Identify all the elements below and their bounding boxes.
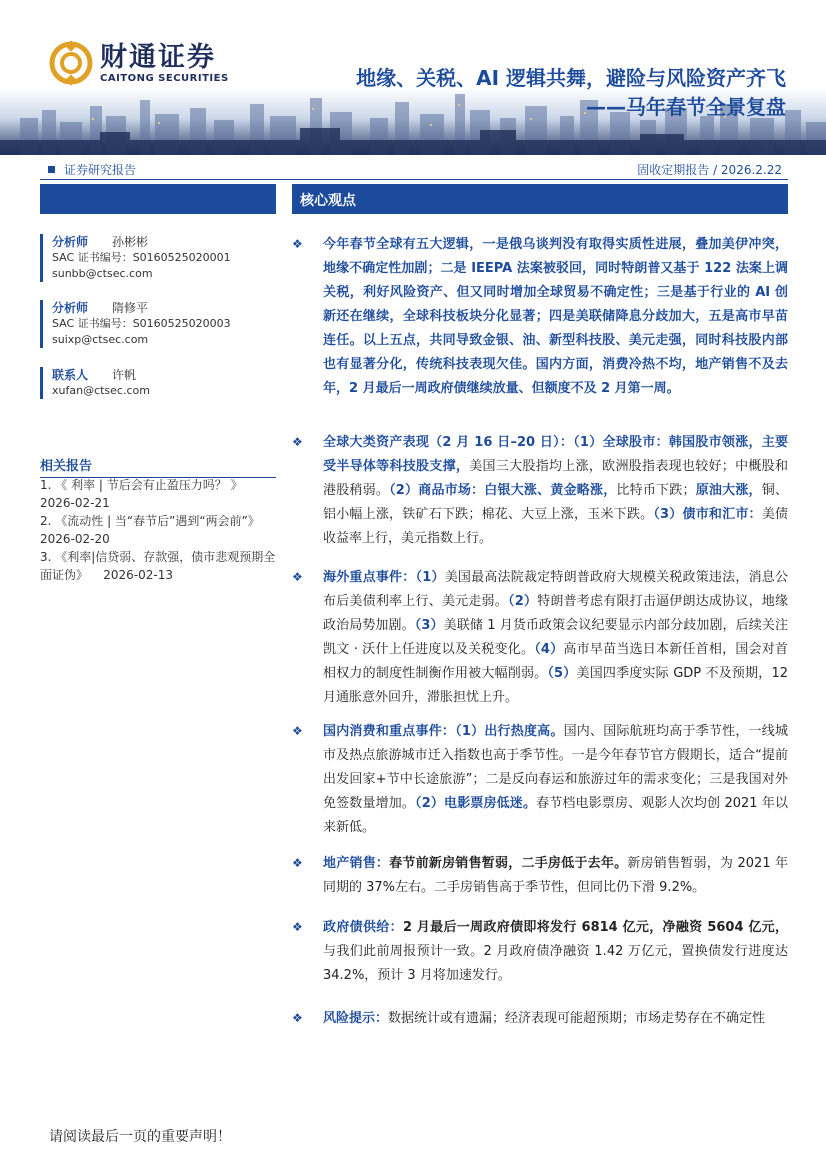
diamond-bullet-icon: ❖ xyxy=(292,435,303,449)
brand-name-cn: 财通证券 xyxy=(100,41,216,73)
item-text: 铜、铝小幅上涨，铁矿石下跌；棉花、大豆上涨，玉米下跌。 xyxy=(323,483,788,522)
item-text: 与我们此前周报预计一致。2 月政府债净融资 1.42 万亿元，置换债发行进度达 34.2%，预计 3 月将加速发行。 xyxy=(323,944,788,983)
analyst-name: 孙彬彬 xyxy=(112,235,149,249)
core-point-domestic-consumption xyxy=(292,720,788,840)
item-text: 美联储 1 月货币政策会议纪要显示内部分歧加剧，后续关注凯文 · 沃什上任进度以及关税变化。 xyxy=(323,618,788,657)
core-point-government-bonds xyxy=(292,916,788,988)
item-text: 比特币下跌； xyxy=(616,483,696,498)
item-number: （1） xyxy=(455,724,485,739)
square-bullet-icon xyxy=(48,166,55,173)
caitong-logo-icon xyxy=(48,40,94,86)
related-report-item[interactable] xyxy=(40,548,276,584)
report-title: 地缘、关税、AI 逻辑共舞，避险与风险资产齐飞 xyxy=(356,66,786,90)
item-bold: 2 月最后一周政府债即将发行 6814 亿元，净融资 5604 亿元， xyxy=(402,920,788,935)
analyst-role: 分析师 xyxy=(52,301,89,315)
diamond-bullet-icon: ❖ xyxy=(292,920,303,934)
contact-card xyxy=(40,367,276,399)
item-bold: 原油大涨， xyxy=(695,483,762,498)
report-type: 证券研究报告 xyxy=(64,163,137,177)
brand-name-en: CAITONG SECURITIES xyxy=(100,72,229,84)
core-point-property-sales xyxy=(292,852,788,900)
report-header xyxy=(0,0,826,155)
summary-text: 今年春节全球有五大逻辑，一是俄乌谈判没有取得实质性进展，叠加美伊冲突，地缘不确定性加剧；二是 IEEPA 法案被驳回，同时特朗普又基于 122 法案上调关税，利好风险资产、但又同时增加全球贸易不确定性；三是基于行业的 AI 创新还在继续，全球科技板块分化显著；四是美联储降息分歧加大，五是高市早苗连任。以上五点，共同导致金银、油、新型科技股、美元走强，同时科技股内部也有显著分化，传统科技表现欠佳。国内方面，消费冷热不均，地产销售不及去年，2 月最后一周政府债继续放量、但额度不及 2 月第一周。 xyxy=(323,237,788,396)
core-views-heading: 核心观点 xyxy=(292,184,788,214)
item-text: 美国四季度实际 GDP 不及预期，12 月通胀意外回升，滞胀担忧上升。 xyxy=(323,666,788,705)
item-text: 新房销售暂弱，为 2021 年同期的 37%左右。二手房销售高于季节性，但同比仍下滑 9.2%。 xyxy=(323,856,788,895)
point-lead: 全球大类资产表现（2 月 16 日–20 日）： xyxy=(323,435,574,450)
diamond-bullet-icon: ❖ xyxy=(292,856,303,870)
item-number: （2） xyxy=(507,594,538,609)
company-logo xyxy=(48,40,229,86)
item-text: 美国三大股指均上涨，欧洲股指表现也较好；中概股和港股稍弱。 xyxy=(323,459,788,498)
item-number: （1） xyxy=(573,435,603,450)
related-report-date: 2026-02-13 xyxy=(103,568,174,582)
point-lead: 风险提示： xyxy=(323,1011,389,1026)
item-bold: 电影票房低迷。 xyxy=(444,796,537,811)
analyst-email[interactable]: sunbb@ctsec.com xyxy=(52,267,153,280)
item-bold: 春节前新房销售暂弱，二手房低于去年。 xyxy=(389,856,628,871)
item-text: 美债收益率上行，美元指数上行。 xyxy=(323,507,788,546)
related-report-date: 2026-02-20 xyxy=(40,532,110,546)
analyst-card xyxy=(40,234,276,282)
diamond-bullet-icon: ❖ xyxy=(292,237,303,251)
item-text: 数据统计或有遗漏；经济表现可能超预期；市场走势存在不确定性 xyxy=(388,1011,766,1026)
related-report-title[interactable]: 1. 《 利率 | 节后会有止盈压力吗？ 》 xyxy=(40,478,243,492)
report-meta: 固收定期报告 / 2026.2.22 xyxy=(637,163,782,177)
report-info-bar xyxy=(40,158,788,180)
item-bold: 商品市场：白银大涨、黄金略涨， xyxy=(418,483,617,498)
point-lead: 政府债供给： xyxy=(323,920,403,935)
core-point-overseas-events xyxy=(292,566,788,710)
related-report-title[interactable]: 3. 《利率|信贷弱、存款强，债市悲观预期全面证伪》 xyxy=(40,550,276,582)
item-text: 春节档电影票房、观影人次均创 2021 年以来新低。 xyxy=(323,796,788,835)
analyst-sac: SAC 证书编号：S0160525020003 xyxy=(52,317,231,330)
report-subtitle: ——马年春节全景复盘 xyxy=(586,95,786,119)
sidebar-header-bar xyxy=(40,184,276,214)
contact-email[interactable]: xufan@ctsec.com xyxy=(52,384,150,397)
diamond-bullet-icon: ❖ xyxy=(292,1011,303,1025)
item-bold: 债市和汇市： xyxy=(682,507,762,522)
item-number: （2） xyxy=(415,796,445,811)
item-number: （3） xyxy=(414,618,444,633)
related-report-item[interactable] xyxy=(40,476,276,512)
point-lead: 地产销售： xyxy=(323,856,390,871)
item-text: 美国最高法院裁定特朗普政府大规模关税政策违法，消息公布后美债利率上行、美元走弱。 xyxy=(323,570,788,609)
analyst-role: 分析师 xyxy=(52,235,89,249)
item-text: 高市早苗当选日本新任首相，国会对首相权力的制度性制衡作用被大幅削弱。 xyxy=(323,642,788,681)
disclaimer-footer: 请阅读最后一页的重要声明！ xyxy=(49,1129,231,1145)
contact-role: 联系人 xyxy=(52,368,89,382)
item-number: （1） xyxy=(415,570,445,585)
contact-name: 许帆 xyxy=(112,368,137,382)
point-lead: 海外重点事件： xyxy=(323,570,416,585)
item-number: （2） xyxy=(389,483,419,498)
item-number: （3） xyxy=(653,507,683,522)
core-point-risk-warning xyxy=(292,1007,788,1031)
analyst-email[interactable]: suixp@ctsec.com xyxy=(52,333,149,346)
analyst-card xyxy=(40,300,276,348)
related-report-item[interactable] xyxy=(40,512,276,548)
core-point-summary xyxy=(292,233,788,401)
item-bold: 全球股市：韩国股市领涨，主要受半导体等科技股支撑， xyxy=(323,435,788,474)
related-report-date: 2026-02-21 xyxy=(40,496,110,510)
item-text: 特朗普考虑有限打击逼伊朗达成协议，地缘政治局势加剧。 xyxy=(323,594,788,633)
core-point-global-assets xyxy=(292,431,788,551)
diamond-bullet-icon: ❖ xyxy=(292,570,303,584)
item-text: 国内、国际航班均高于季节性，一线城市及热点旅游城市迁入指数也高于季节性。一是今年春节官方假期长，适合“提前出发回家+节中长途旅游”；二是反向春运和旅游过年的需求变化；三是我国对外免签数量增加。 xyxy=(323,724,788,811)
related-reports-list xyxy=(40,476,276,584)
item-number: （5） xyxy=(547,666,577,681)
point-lead: 国内消费和重点事件： xyxy=(323,724,456,739)
related-reports-heading: 相关报告 xyxy=(40,455,276,478)
diamond-bullet-icon: ❖ xyxy=(292,724,303,738)
related-report-title[interactable]: 2. 《流动性 | 当“春节后”遇到“两会前”》 xyxy=(40,514,260,528)
item-number: （4） xyxy=(534,642,564,657)
analyst-name: 隋修平 xyxy=(112,301,149,315)
item-bold: 出行热度高。 xyxy=(484,724,564,739)
analyst-sac: SAC 证书编号：S0160525020001 xyxy=(52,251,231,264)
